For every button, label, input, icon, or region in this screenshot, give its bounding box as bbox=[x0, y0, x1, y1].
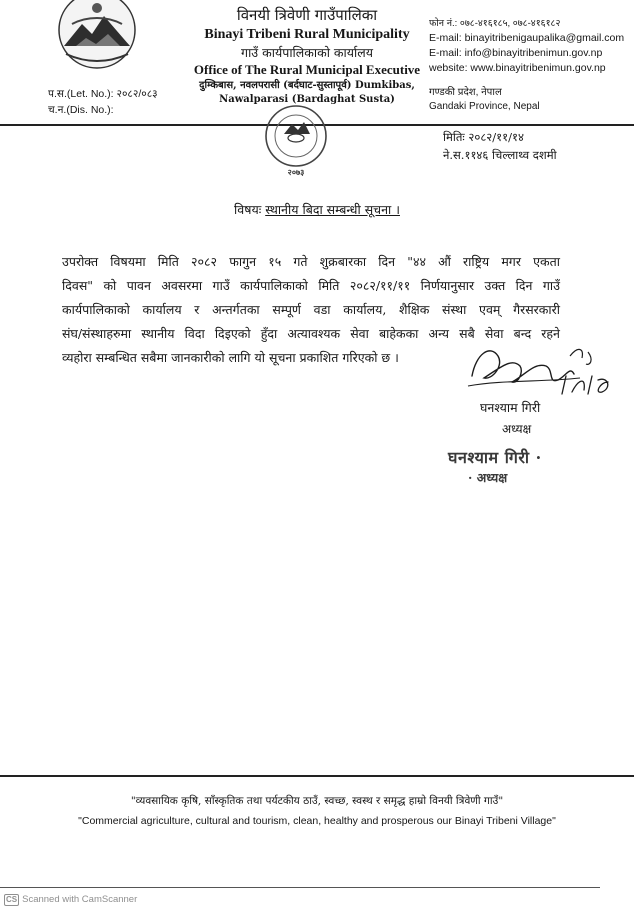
official-seal-stamp bbox=[246, 104, 346, 178]
nepal-samvat-date: ने.स.११४६ चिल्लाथ्व दशमी bbox=[443, 148, 557, 162]
dispatch-number: च.न.(Dis. No.): bbox=[48, 104, 114, 116]
camscanner-icon: CS bbox=[6, 895, 18, 904]
municipality-name-english: Binayi Tribeni Rural Municipality bbox=[204, 27, 410, 42]
subject-text: स्थानीय बिदा सम्बन्धी सूचना । bbox=[265, 202, 400, 217]
phone-number: फोन नं.: ०७८-४१६१८५, ०७८-४१६१८२ bbox=[429, 18, 561, 29]
reference-numbers bbox=[48, 86, 158, 118]
motto-english: "Commercial agriculture, cultural and tourism, clean, healthy and prosperous our Binayi Tribeni Village" bbox=[78, 815, 556, 827]
province-english: Gandaki Province, Nepal bbox=[429, 101, 540, 112]
subject-label: विषयः bbox=[234, 202, 262, 217]
signatory-title: अध्यक्ष bbox=[502, 422, 532, 436]
motto-nepali: "व्यवसायिक कृषि, साँस्कृतिक तथा पर्यटकीय ठाउँ, स्वच्छ, स्वस्थ र समृद्ध हाम्रो विनयी त्रिवेणी गाउँ" bbox=[130, 795, 504, 807]
issue-date: मितिः २०८२/११/१४ bbox=[443, 130, 524, 144]
signatory-name: घनश्याम गिरी bbox=[480, 400, 541, 415]
body-line: संघ/संस्थाहरुमा स्थानीय विदा दिइएको हुँदा अत्यावश्यक सेवा बाहेकका अन्य सबै सेवा बन्द रहने bbox=[62, 326, 560, 341]
municipality-name-nepali: विनयी त्रिवेणी गाउँपालिका bbox=[236, 6, 378, 24]
province-nepali: गण्डकी प्रदेश, नेपाल bbox=[429, 87, 502, 98]
website: website: www.binayitribenimun.gov.np bbox=[429, 62, 606, 74]
contact-details bbox=[429, 16, 624, 76]
letter-number: प.स.(Let. No.): २०८२/०८३ bbox=[48, 88, 158, 100]
name-stamp: घनश्याम गिरी · bbox=[448, 448, 542, 467]
letterhead-center bbox=[184, 6, 430, 107]
office-address: दुम्किबास, नवलपरासी (बर्दघाट-सुस्तापूर्व) Dumkibas, Nawalparasi (Bardaghat Susta) bbox=[199, 80, 415, 105]
scanner-watermark bbox=[4, 894, 137, 906]
title-stamp: · अध्यक्ष bbox=[468, 470, 508, 485]
body-line: उपरोक्त विषयमा मिति २०८२ फागुन १५ गते शुक्रबारका दिन "४४ औं राष्ट्रिय मगर एकता bbox=[62, 254, 560, 269]
seal-year: २०७३ bbox=[287, 168, 305, 177]
page-bottom-line bbox=[0, 887, 600, 888]
scanner-text: Scanned with CamScanner bbox=[22, 894, 138, 905]
handwritten-signature bbox=[462, 336, 622, 402]
subject-line bbox=[0, 201, 634, 218]
office-name-nepali: गाउँ कार्यपालिकाको कार्यालय bbox=[241, 45, 373, 60]
office-name-english: Office of The Rural Municipal Executive bbox=[193, 62, 421, 77]
province-block bbox=[429, 86, 540, 114]
email-secondary: E-mail: info@binayitribenimun.gov.np bbox=[429, 47, 603, 59]
body-line: व्यहोरा सम्बन्धित सबैमा जानकारीको लागि यो सूचना प्रकाशित गरिएको छ । bbox=[62, 350, 399, 365]
email-primary: E-mail: binayitribenigaupalika@gmail.com bbox=[429, 32, 625, 44]
body-line: दिवस" को पावन अवसरमा गाउँ कार्यपालिकाको मिति २०८२/११/११ निर्णयानुसार उक्त दिन गाउँ bbox=[62, 278, 560, 293]
date-block bbox=[443, 128, 557, 164]
footer-divider bbox=[0, 775, 634, 777]
municipality-emblem-logo bbox=[52, 0, 142, 74]
body-line: कार्यपालिकाको कार्यालय र अन्तर्गतका सम्पूर्ण वडा कार्यालय, शैक्षिक संस्था एवम् गैरसरकारी bbox=[62, 302, 560, 317]
